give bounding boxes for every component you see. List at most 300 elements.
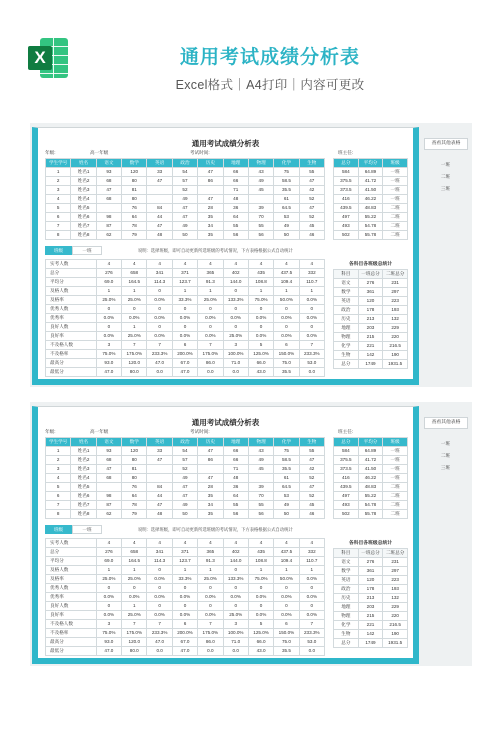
stats-value-cell: 93.0 [97,638,122,647]
stats-value-cell: 0.0% [274,611,299,620]
stats-value-cell: 3 [97,341,122,350]
stats-value-cell: 233.3% [300,350,325,359]
student-name-cell: 姓名6 [71,213,96,222]
summary-subject-cell: 地理 [334,603,359,612]
stats-value-cell: 0.0% [198,314,223,323]
score-cell: 43 [249,447,274,456]
stats-value-cell: 0 [173,602,198,611]
stats-value-cell: 3 [224,341,249,350]
side-item-class-2[interactable]: 二班 [440,174,451,179]
score-cell: 57 [173,456,198,465]
summary-total-cell: 132 [383,594,408,603]
stats-value-cell: 125.0% [249,629,274,638]
score-cell: 80 [122,195,147,204]
stats-value-cell: 109.4 [274,557,299,566]
student-id-cell: 5 [46,483,71,492]
class-cell: 二班 [383,213,408,222]
stats-value-cell: 71.0 [224,638,249,647]
side-item-class-1[interactable]: 一班 [440,162,451,167]
class-filter-select[interactable]: 一班 [72,246,102,255]
score-cell: 47 [300,177,325,186]
score-cell: 48 [224,195,249,204]
stats-value-cell: 0 [249,602,274,611]
stats-value-cell: 75.0% [97,350,122,359]
score-cell [198,465,223,474]
score-cell: 76 [122,204,147,213]
stats-value-cell: 3 [224,620,249,629]
stats-value-cell: 0.0% [300,332,325,341]
stats-value-cell: 4 [147,260,172,269]
stats-value-cell: 4 [97,260,122,269]
class-cell: 一班 [383,447,408,456]
score-cell: 28 [198,483,223,492]
summary-subject-cell: 生物 [334,351,359,360]
stats-label-cell: 最低分 [46,647,97,656]
score-cell: 50 [173,231,198,240]
stats-value-cell: 0.0% [198,611,223,620]
student-name-cell: 姓名3 [71,186,96,195]
stats-label-cell: 及格人数 [46,566,97,575]
summary-subject-cell: 总分 [334,360,359,369]
score-table-header-cell: 数学 [122,159,147,168]
stats-label-cell: 不及格率 [46,350,97,359]
summary-total-cell: 1931.5 [383,360,408,369]
stats-value-cell: 50.0% [274,296,299,305]
score-cell: 75 [274,168,299,177]
class-cell: 一班 [383,168,408,177]
score-cell: 47 [198,447,223,456]
score-cell: 70 [249,213,274,222]
stats-value-cell: 0 [147,287,172,296]
score-cell: 84 [147,483,172,492]
summary-total-cell: 221 [359,621,384,630]
stats-value-cell: 47.0 [147,359,172,368]
class-cell: 二班 [383,510,408,519]
stats-value-cell: 69.0 [97,278,122,287]
stats-value-cell: 0.0% [97,593,122,602]
summary-total-cell: 193 [383,585,408,594]
average-score-cell: 64.89 [359,447,384,456]
score-cell: 49 [249,177,274,186]
stats-value-cell: 435 [249,548,274,557]
class-summary-table [333,269,408,369]
score-cell: 52 [300,492,325,501]
score-table-header-cell: 学生学号 [46,438,71,447]
score-cell: 55 [224,501,249,510]
summary-total-cell: 297 [383,567,408,576]
stats-value-cell: 67.0 [173,359,198,368]
score-cell: 71 [224,465,249,474]
score-cell: 52 [300,474,325,483]
score-cell: 78 [122,501,147,510]
stats-value-cell: 120.0 [122,638,147,647]
stats-value-cell: 91.3 [198,557,223,566]
stats-value-cell: 0.0% [249,314,274,323]
summary-total-cell: 216.5 [383,621,408,630]
stats-value-cell: 1 [122,566,147,575]
score-cell: 68 [97,456,122,465]
student-name-cell: 姓名1 [71,447,96,456]
total-score-cell: 493 [334,501,359,510]
average-score-cell: 55.78 [359,510,384,519]
score-table-header-cell: 姓名 [71,159,96,168]
summary-total-cell: 190 [383,630,408,639]
average-score-cell: 54.78 [359,222,384,231]
summary-total-cell: 203 [359,324,384,333]
stats-value-cell: 1 [97,566,122,575]
stats-value-cell: 6 [173,620,198,629]
stats-value-cell: 0 [198,323,223,332]
score-cell: 55 [249,222,274,231]
student-name-cell: 姓名4 [71,474,96,483]
score-cell: 64 [122,213,147,222]
score-cell: 79 [122,510,147,519]
stats-value-cell: 0.0% [300,296,325,305]
stats-value-cell: 1 [198,287,223,296]
score-cell: 47 [97,186,122,195]
score-cell: 64 [122,492,147,501]
score-cell: 76 [122,483,147,492]
score-cell: 66 [224,447,249,456]
score-cell: 54 [173,168,198,177]
summary-header-cell: 一班总分 [359,549,384,558]
stats-value-cell: 66.0 [249,359,274,368]
score-table-header-cell: 生物 [300,159,325,168]
stats-value-cell: 120.0 [122,359,147,368]
stats-value-cell: 402 [224,548,249,557]
stats-value-cell: 0 [147,602,172,611]
summary-total-cell: 361 [359,288,384,297]
stats-value-cell: 25.0% [122,575,147,584]
stats-label-cell: 最高分 [46,359,97,368]
score-cell [97,483,122,492]
stats-value-cell: 0.0% [97,314,122,323]
stats-value-cell: 0 [224,323,249,332]
stats-value-cell: 123.7 [173,557,198,566]
score-cell: 80 [122,456,147,465]
stats-value-cell: 6 [274,620,299,629]
total-score-cell: 375.5 [334,456,359,465]
grade-value: 高一年级 [90,150,109,155]
exam-time-label: 考试时间: [190,429,210,434]
stats-value-cell: 123.7 [173,278,198,287]
score-cell: 47 [173,483,198,492]
total-table-header-cell: 总分 [334,438,359,447]
score-cell: 52 [300,213,325,222]
student-name-cell: 姓名7 [71,222,96,231]
class-cell: 一班 [383,186,408,195]
grade-label: 年级: [45,150,56,155]
stats-value-cell: 67.0 [173,638,198,647]
score-table [45,437,325,519]
score-cell: 52 [173,186,198,195]
score-cell: 47 [173,204,198,213]
stats-value-cell: 175.0% [198,350,223,359]
stats-value-cell: 341 [147,548,172,557]
stats-value-cell: 100.0% [224,629,249,638]
grade-label: 年级: [45,429,56,434]
total-score-cell: 439.5 [334,483,359,492]
score-cell [249,195,274,204]
stats-value-cell: 4 [173,260,198,269]
stats-value-cell: 110.7 [300,278,325,287]
average-score-cell: 64.89 [359,168,384,177]
side-item-class-2[interactable]: 二班 [440,453,451,458]
filter-note: 说明：选择班级，即可自动更新所选班级的考试情况，下方表格根据公式自动统计 [138,248,293,253]
stats-value-cell: 71.0 [224,359,249,368]
stats-value-cell: 0 [274,584,299,593]
student-id-cell: 8 [46,231,71,240]
stats-label-cell: 不及格人数 [46,620,97,629]
stats-label-cell: 良好率 [46,332,97,341]
stats-label-cell: 实考人数 [46,539,97,548]
score-cell: 34 [198,501,223,510]
summary-total-cell: 220 [383,612,408,621]
summary-total-cell: 221 [359,342,384,351]
summary-total-cell: 132 [383,315,408,324]
student-id-cell: 6 [46,213,71,222]
score-cell: 36 [224,483,249,492]
stats-value-cell: 0.0% [173,611,198,620]
stats-value-cell: 4 [274,539,299,548]
score-cell: 35 [198,492,223,501]
stats-value-cell: 0.0% [224,593,249,602]
stats-value-cell: 0 [97,305,122,314]
summary-header-cell: 科目 [334,549,359,558]
score-cell: 42 [300,465,325,474]
student-name-cell: 姓名3 [71,465,96,474]
stats-value-cell: 0.0% [300,575,325,584]
summary-total-cell: 178 [359,306,384,315]
stats-value-cell: 0.0% [147,593,172,602]
average-score-cell: 41.50 [359,186,384,195]
score-cell: 39 [249,483,274,492]
stats-value-cell: 0.0% [122,593,147,602]
stats-value-cell: 0 [300,323,325,332]
stats-value-cell: 125.0% [249,350,274,359]
score-cell: 28 [198,204,223,213]
score-cell: 55 [249,501,274,510]
stats-value-cell: 93.0 [97,359,122,368]
summary-subject-cell: 语文 [334,558,359,567]
stats-value-cell: 200.0% [173,350,198,359]
score-cell: 33 [147,168,172,177]
stats-value-cell: 332 [300,548,325,557]
student-name-cell: 姓名5 [71,204,96,213]
score-table-header-cell: 学生学号 [46,159,71,168]
student-name-cell: 姓名8 [71,231,96,240]
stats-label-cell: 不及格率 [46,629,97,638]
stats-value-cell: 371 [173,548,198,557]
stats-value-cell: 4 [224,260,249,269]
stats-value-cell: 0.0 [198,368,223,377]
summary-header-cell: 二班总分 [383,549,408,558]
stats-label-cell: 总分 [46,548,97,557]
score-cell: 34 [198,222,223,231]
stats-value-cell: 0 [224,287,249,296]
score-cell: 84 [147,204,172,213]
grade-value: 高一年级 [90,429,109,434]
score-cell: 47 [173,492,198,501]
stats-value-cell: 25.0% [198,575,223,584]
student-name-cell: 姓名4 [71,195,96,204]
total-table-header-cell: 总分 [334,159,359,168]
stats-value-cell: 0.0% [147,611,172,620]
stats-value-cell: 33.3% [173,575,198,584]
side-item-class-3[interactable]: 三班 [440,465,451,470]
stats-value-cell: 75.0 [274,638,299,647]
stats-label-cell: 平均分 [46,278,97,287]
stats-value-cell: 1 [173,566,198,575]
stats-value-cell: 0 [198,602,223,611]
stats-value-cell: 1 [249,287,274,296]
stats-value-cell: 47.0 [97,647,122,656]
stats-value-cell: 341 [147,269,172,278]
stats-value-cell: 75.0% [249,296,274,305]
score-cell: 66 [224,456,249,465]
stats-value-cell: 0 [147,305,172,314]
side-item-class-3[interactable]: 三班 [440,186,451,191]
average-score-cell: 46.22 [359,474,384,483]
score-table-header-cell: 语文 [97,159,122,168]
stats-value-cell: 0 [122,305,147,314]
stats-label-cell: 平均分 [46,557,97,566]
view-other-sheets-button[interactable]: 查看其他表格 [424,417,468,429]
stats-value-cell: 7 [122,620,147,629]
stats-value-cell: 0.0% [300,314,325,323]
score-cell: 49 [274,222,299,231]
class-stats-table [45,538,325,656]
stats-value-cell: 0 [249,305,274,314]
total-table-header-cell: 平均分 [359,159,384,168]
score-cell: 33 [147,447,172,456]
summary-total-cell: 120 [359,576,384,585]
total-score-cell: 373.5 [334,465,359,474]
score-table-header-cell: 政治 [173,438,198,447]
stats-value-cell: 7 [198,620,223,629]
stats-value-cell: 4 [173,539,198,548]
class-summary-table [333,548,408,648]
stats-label-cell: 优秀率 [46,314,97,323]
score-cell: 39 [249,204,274,213]
score-table-header-cell: 化学 [274,438,299,447]
excel-icon: X [28,46,52,70]
summary-total-cell: 361 [359,567,384,576]
stats-value-cell: 0 [249,323,274,332]
score-cell: 45 [249,186,274,195]
stats-value-cell: 0.0% [274,593,299,602]
stats-value-cell: 110.7 [300,557,325,566]
stats-value-cell: 0 [173,305,198,314]
summary-total-cell: 223 [383,297,408,306]
score-cell: 49 [173,195,198,204]
stats-value-cell: 0.0% [173,314,198,323]
average-score-cell: 46.22 [359,195,384,204]
stats-value-cell: 80.0 [122,368,147,377]
stats-value-cell: 0 [173,584,198,593]
summary-total-cell: 229 [383,324,408,333]
stats-value-cell: 233.3% [147,350,172,359]
stats-value-cell: 108.8 [249,278,274,287]
score-cell: 81 [122,465,147,474]
class-cell: 二班 [383,222,408,231]
score-table-header-cell: 数学 [122,438,147,447]
score-cell: 87 [97,222,122,231]
total-score-cell: 373.5 [334,186,359,195]
stats-label-cell: 优秀人数 [46,305,97,314]
stats-value-cell: 0 [274,602,299,611]
summary-total-cell: 213 [359,594,384,603]
score-cell: 64 [224,492,249,501]
stats-value-cell: 6 [173,341,198,350]
stats-value-cell: 0.0 [147,368,172,377]
stats-label-cell: 良好人数 [46,323,97,332]
score-cell: 62 [97,231,122,240]
score-table-header-cell: 地理 [224,438,249,447]
stats-value-cell: 0 [224,584,249,593]
stats-value-cell: 0.0 [224,368,249,377]
total-score-table [333,437,408,519]
stats-value-cell: 0 [300,305,325,314]
stats-value-cell: 0.0% [173,593,198,602]
stats-value-cell: 0.0% [249,611,274,620]
average-score-cell: 55.78 [359,231,384,240]
class-filter-select[interactable]: 一班 [72,525,102,534]
stats-value-cell: 7 [147,620,172,629]
sheet-side-panel [421,406,470,664]
summary-total-cell: 1749 [359,639,384,648]
score-cell: 57 [173,177,198,186]
stats-value-cell: 4 [198,260,223,269]
score-cell: 49 [173,222,198,231]
score-cell: 98 [97,213,122,222]
class-cell: 二班 [383,483,408,492]
stats-value-cell: 658 [122,269,147,278]
summary-subject-cell: 政治 [334,306,359,315]
stats-value-cell: 0 [97,323,122,332]
score-cell: 75 [274,447,299,456]
score-table-header-cell: 语文 [97,438,122,447]
stats-value-cell: 0.0% [300,593,325,602]
score-cell: 45 [300,222,325,231]
stats-value-cell: 437.5 [274,548,299,557]
score-cell: 43 [249,168,274,177]
score-cell: 47 [300,456,325,465]
student-id-cell: 8 [46,510,71,519]
stats-value-cell: 0 [224,602,249,611]
stats-value-cell: 1 [274,287,299,296]
score-cell: 55 [300,168,325,177]
sheet-preview-1 [30,123,472,387]
stats-value-cell: 25.0% [224,611,249,620]
score-cell: 50 [274,510,299,519]
stats-value-cell: 4 [97,539,122,548]
stats-value-cell: 365 [198,548,223,557]
summary-total-cell: 190 [383,351,408,360]
stats-value-cell: 47.0 [97,368,122,377]
stats-value-cell: 0 [224,566,249,575]
stats-value-cell: 108.8 [249,557,274,566]
score-cell: 71 [224,186,249,195]
summary-subject-cell: 数学 [334,567,359,576]
view-other-sheets-button[interactable]: 查看其他表格 [424,138,468,150]
page-subtitle: Excel格式｜A4打印｜内容可更改 [175,78,365,92]
summary-subject-cell: 化学 [334,621,359,630]
stats-value-cell: 133.3% [224,575,249,584]
side-item-class-1[interactable]: 一班 [440,441,451,446]
score-table-header-cell: 地理 [224,159,249,168]
score-cell: 53 [274,492,299,501]
